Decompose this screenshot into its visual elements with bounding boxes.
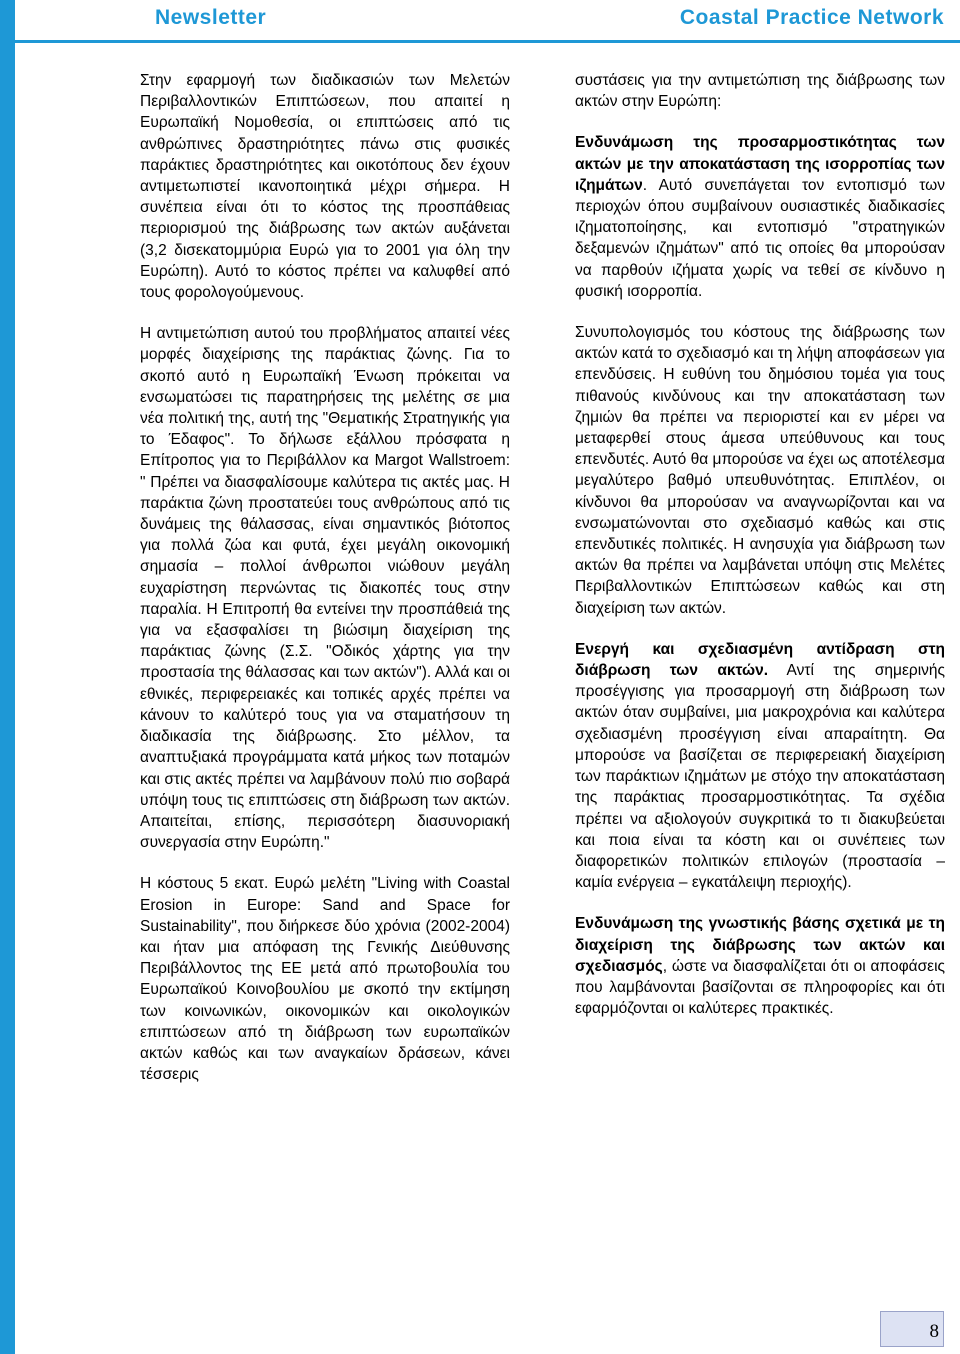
- right-paragraph-5: [575, 913, 945, 1019]
- left-paragraph-2: Η αντιμετώπιση αυτού του προβλήματος απαιτεί νέες μορφές διαχείρισης της παράκτιας ζώνης. Για το σκοπό αυτό η Ευρωπαϊκή Ένωση πρόκειται να ενσωματώσει τις παρατηρήσεις της μελέτης σε μια νέα πολιτική της, αυτή της "Θεματικής Στρατηγικής για το Έδαφος". Το δήλωσε εξάλλου πρόσφατα η Επίτροπος για το Περιβάλλον κα Margot Wallstroem: " Πρέπει να διασφαλίσουμε καλύτερα τις ακτές μας. Η παράκτια ζώνη προστατεύει τους ανθρώπους από τις δυνάμεις της θάλασσας, είναι σημαντικός βιότοπος για πολλά ζώα και φυτά, έχει μεγάλη οικονομική σημασία – πολλοί άνθρωποι νιώθουν μεγάλη ευχαρίστηση περνώντας τις διακοπές τους στην παραλία. Η Επιτροπή θα εντείνει την προσπάθειά της για να εξασφαλίσει τη βιώσιμη διαχείριση της παράκτιας ζώνης (Σ.Σ. "Οδικός χάρτης για την προστασία της θάλασσας και των ακτών"). Αλλά και οι εθνικές, περιφερειακές και τοπικές αρχές πρέπει να κάνουν το καλύτερό τους για να σταματήσουν τη διαδικασία της διάβρωσης. Στο μέλλον, τα αναπτυξιακά προγράμματα κατά μήκος των ποταμών και στις ακτές πρέπει να λαμβάνουν πολύ πιο σοβαρά υπόψη τους τις επιπτώσεις στη διάβρωση των ακτών. Απαιτείται, επίσης, περισσότερη διασυνοριακή συνεργασία στην Ευρώπη.": [140, 325, 510, 852]
- recommendation-3-heading: Ενεργή και σχεδιασμένη αντίδραση στη διάβρωση των ακτών.: [575, 640, 945, 680]
- right-column: [575, 70, 945, 1039]
- page-number: 8: [929, 1321, 939, 1342]
- recommendation-4-heading: Ενδυνάμωση της γνωστικής βάσης σχετικά με τη διαχείριση της διάβρωσης των ακτών και σχεδιασμός: [575, 915, 945, 975]
- recommendation-4-text: , ώστε να διασφαλίζεται ότι οι αποφάσεις που λαμβάνονται βασίζονται σε πληροφορίες και ότι εφαρμόζονται οι καλύτερες πρακτικές.: [575, 957, 945, 1018]
- right-paragraph-1: συστάσεις για την αντιμετώπιση της διάβρωσης των ακτών στην Ευρώπη:: [575, 72, 945, 111]
- recommendation-1-heading: Ενδυνάμωση της προσαρμοστικότητας των ακτών με την αποκατάσταση της ισορροπίας των ιζημάτων: [575, 134, 945, 194]
- right-paragraph-3: Συνυπολογισμός του κόστους της διάβρωσης των ακτών κατά το σχεδιασμό και τη λήψη αποφάσεων για επενδύσεις. Η ευθύνη του δημόσιου τομέα για τους πιθανούς κινδύνους και την αποκατάσταση των ζημιών θα πρέπει να περιοριστεί και εν μέρει να μεταφερθεί στους άμεσα υπεύθυνους και τους επενδυτές. Αυτό θα μπορούσε να έχει ως αποτέλεσμα μεγαλύτερο βαθμό υπευθυνότητας. Επιπλέον, οι κίνδυνοι θα μπορούσαν να αναγνωρίζονται και να ενσωματώνονται στο σχεδιασμό καθώς και στις επενδυτικές πολιτικές. Η ανησυχία για διάβρωση των ακτών θα πρέπει να λαμβάνεται υπόψη στις Μελέτες Περιβαλλοντικών Επιπτώσεων καθώς και στη διαχείριση των ακτών.: [575, 324, 945, 617]
- header-divider: [15, 40, 960, 43]
- right-paragraph-4: [575, 639, 945, 893]
- network-title: Coastal Practice Network: [679, 6, 944, 29]
- left-paragraph-3: Η κόστους 5 εκατ. Ευρώ μελέτη "Living with Coastal Erosion in Europe: Sand and Space for Sustainability", που διήρκεσε δύο χρόνια (2002-2004) και ήταν μια απόφαση της Γενικής Διεύθυνσης Περιβάλλοντος της ΕΕ μετά από πρωτοβουλία του Ευρωπαϊκού Κοινοβουλίου με σκοπό την εκτίμηση των κοινωνικών, οικονομικών και οικολογικών επιπτώσεων από τη διάβρωση των ευρωπαϊκών ακτών καθώς και των αναγκαίων δράσεων, κάνει τέσσερις: [140, 875, 510, 1084]
- newsletter-title: Newsletter: [155, 6, 267, 29]
- page-header: [15, 0, 960, 40]
- page-number-box: [880, 1311, 944, 1347]
- recommendation-3-text: Αντί της σημερινής προσέγγισης για προσαρμογή στη διάβρωση των ακτών όταν συμβαίνει, μια μακροχρόνια και καλύτερα σχεδιασμένη προσέγγιση είναι απαραίτητη. Θα μπορούσε να βασίζεται σε περιφερειακή διαχείριση των παράκτιων ιζημάτων με στόχο την αποκατάσταση της παράκτιας προσαρμοστικότητας. Τα σχέδια πρέπει να αξιολογούν συγκριτικά το τι διακυβεύεται και ποια είναι τα κόστη και οι συνέπειες των διαφορετικών πολιτικών επιλογών (προστασία – καμία ενέργεια – εγκατάλειψη περιοχής).: [575, 662, 945, 892]
- left-paragraph-1: Στην εφαρμογή των διαδικασιών των Μελετών Περιβαλλοντικών Επιπτώσεων, που απαιτεί η Ευρωπαϊκή Νομοθεσία, οι επιπτώσεις από τις ανθρώπινες δραστηριότητες πάνω στις φυσικές παράκτιες δραστηριότητες και οικοτόπους δεν έχουν αντιμετωπιστεί ικανοποιητικά μέχρι σήμερα. Η συνέπεια είναι ότι το κόστος της προσπάθειας περιορισμού της διάβρωσης των ακτών αυξάνεται (3,2 δισεκατομμύρια Ευρώ για το 2001 για όλη την Ευρώπη). Αυτό το κόστος πρέπει να καλυφθεί από τους φορολογούμενους.: [140, 72, 510, 302]
- recommendation-1-text: . Αυτό συνεπάγεται τον εντοπισμό των περιοχών όπου συμβαίνουν ουσιαστικές διαδικασίες ιζηματοποίησης, και εντοπισμό "στρατηγικών δεξαμενών ιζημάτων" από τις οποίες θα μπορούσαν να παρθούν ιζήματα χωρίς να τεθεί σε κίνδυνο η φυσική ισορροπία.: [575, 176, 945, 300]
- right-paragraph-2: [575, 132, 945, 302]
- left-accent-bar: [0, 0, 15, 1354]
- left-column: [140, 70, 510, 1105]
